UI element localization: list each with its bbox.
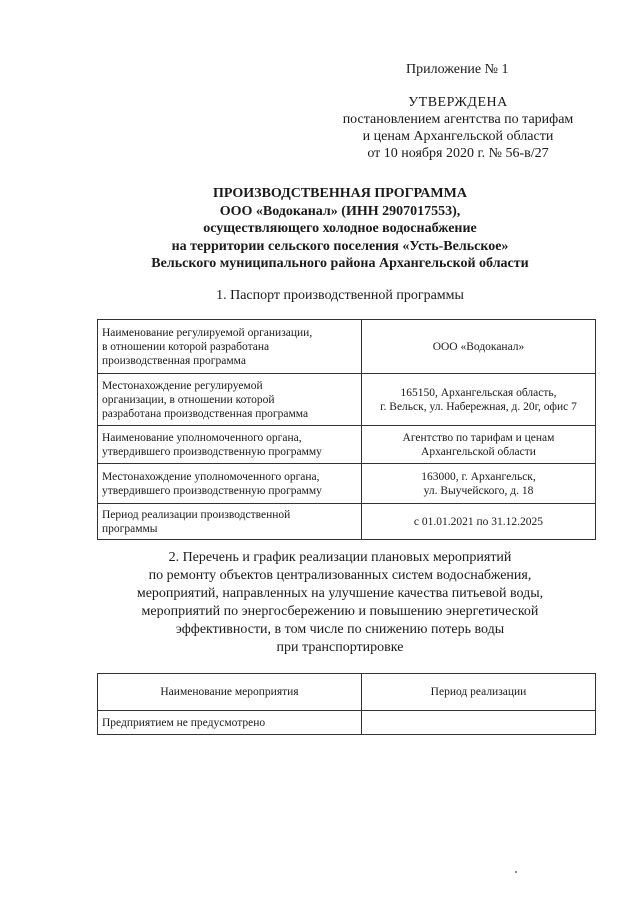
table-row xyxy=(98,374,596,426)
row-value xyxy=(362,426,596,464)
table-row xyxy=(98,464,596,504)
approval-block xyxy=(330,94,586,162)
cell-line: ООО «Водоканал» xyxy=(432,340,525,353)
approval-line: постановлением агентства по тарифам xyxy=(342,112,574,127)
row-label xyxy=(98,504,362,540)
cell-line: Наименование уполномоченного органа, xyxy=(102,431,302,444)
row-label xyxy=(98,320,362,374)
heading-line: эффективности, в том числе по снижению потерь воды xyxy=(175,622,505,637)
cell-line: производственная программа xyxy=(102,354,246,367)
heading-line: по ремонту объектов централизованных систем водоснабжения, xyxy=(148,568,532,583)
cell-line: г. Вельск, ул. Набережная, д. 20г, офис 7 xyxy=(380,400,577,413)
table-row xyxy=(98,711,596,735)
period-cell xyxy=(362,711,596,735)
table-row xyxy=(98,426,596,464)
cell-line: разработана производственная программа xyxy=(102,407,309,420)
row-label xyxy=(98,374,362,426)
heading-line: мероприятий по энергосбережению и повышению энергетической xyxy=(141,604,539,619)
cell-line: Наименование регулируемой организации, xyxy=(102,326,313,339)
section2-heading xyxy=(90,549,590,657)
cell-line: Местонахождение регулируемой xyxy=(102,379,263,392)
title-line: осуществляющего холодное водоснабжение xyxy=(203,221,477,236)
cell-line: ул. Выучейского, д. 18 xyxy=(423,484,534,497)
table-header-row xyxy=(98,674,596,711)
cell-line: утвердившего производственную программу xyxy=(102,445,322,458)
title-line: на территории сельского поселения «Усть-Вельское» xyxy=(171,238,509,254)
cell-line: организации, в отношении которой xyxy=(102,393,275,406)
cell-line: программы xyxy=(102,522,158,535)
row-label xyxy=(98,464,362,504)
cell-line: Агентство по тарифам и ценам xyxy=(402,431,555,444)
row-value xyxy=(362,320,596,374)
passport-table xyxy=(97,319,596,540)
event-cell: Предприятием не предусмотрено xyxy=(98,711,362,735)
heading-line: мероприятий, направленных на улучшение качества питьевой воды, xyxy=(136,586,544,601)
events-table xyxy=(97,673,596,735)
row-value xyxy=(362,464,596,504)
row-value xyxy=(362,504,596,540)
cell-line: в отношении которой разработана xyxy=(102,340,270,353)
table-row xyxy=(98,504,596,540)
column-header-event: Наименование мероприятия xyxy=(98,674,362,711)
cell-line: Архангельской области xyxy=(421,445,536,458)
cell-line: Период реализации производственной xyxy=(102,508,291,521)
cell-line: 163000, г. Архангельск, xyxy=(421,470,536,483)
title-line: ООО «Водоканал» (ИНН 2907017553), xyxy=(219,203,461,219)
section1-heading: 1. Паспорт производственной программы xyxy=(216,288,464,303)
title-line: Вельского муниципального района Архангельской области xyxy=(151,256,529,271)
cell-line: с 01.01.2021 по 31.12.2025 xyxy=(413,515,544,528)
column-header-period: Период реализации xyxy=(362,674,596,711)
approval-line: от 10 ноября 2020 г. № 56-в/27 xyxy=(367,146,549,161)
appendix-label: Приложение № 1 xyxy=(406,62,509,77)
scan-speck xyxy=(515,871,517,873)
cell-line: Местонахождение уполномоченного органа, xyxy=(102,470,320,483)
approval-title: УТВЕРЖДЕНА xyxy=(408,95,508,110)
row-label xyxy=(98,426,362,464)
cell-line: утвердившего производственную программу xyxy=(102,484,322,497)
heading-line: при транспортировке xyxy=(276,640,404,655)
heading-line: 2. Перечень и график реализации плановых мероприятий xyxy=(168,550,512,565)
approval-line: и ценам Архангельской области xyxy=(362,129,554,144)
title-line: ПРОИЗВОДСТВЕННАЯ ПРОГРАММА xyxy=(213,186,467,201)
cell-line: 165150, Архангельская область, xyxy=(400,386,557,399)
row-value xyxy=(362,374,596,426)
table-row xyxy=(98,320,596,374)
document-title xyxy=(90,185,590,273)
